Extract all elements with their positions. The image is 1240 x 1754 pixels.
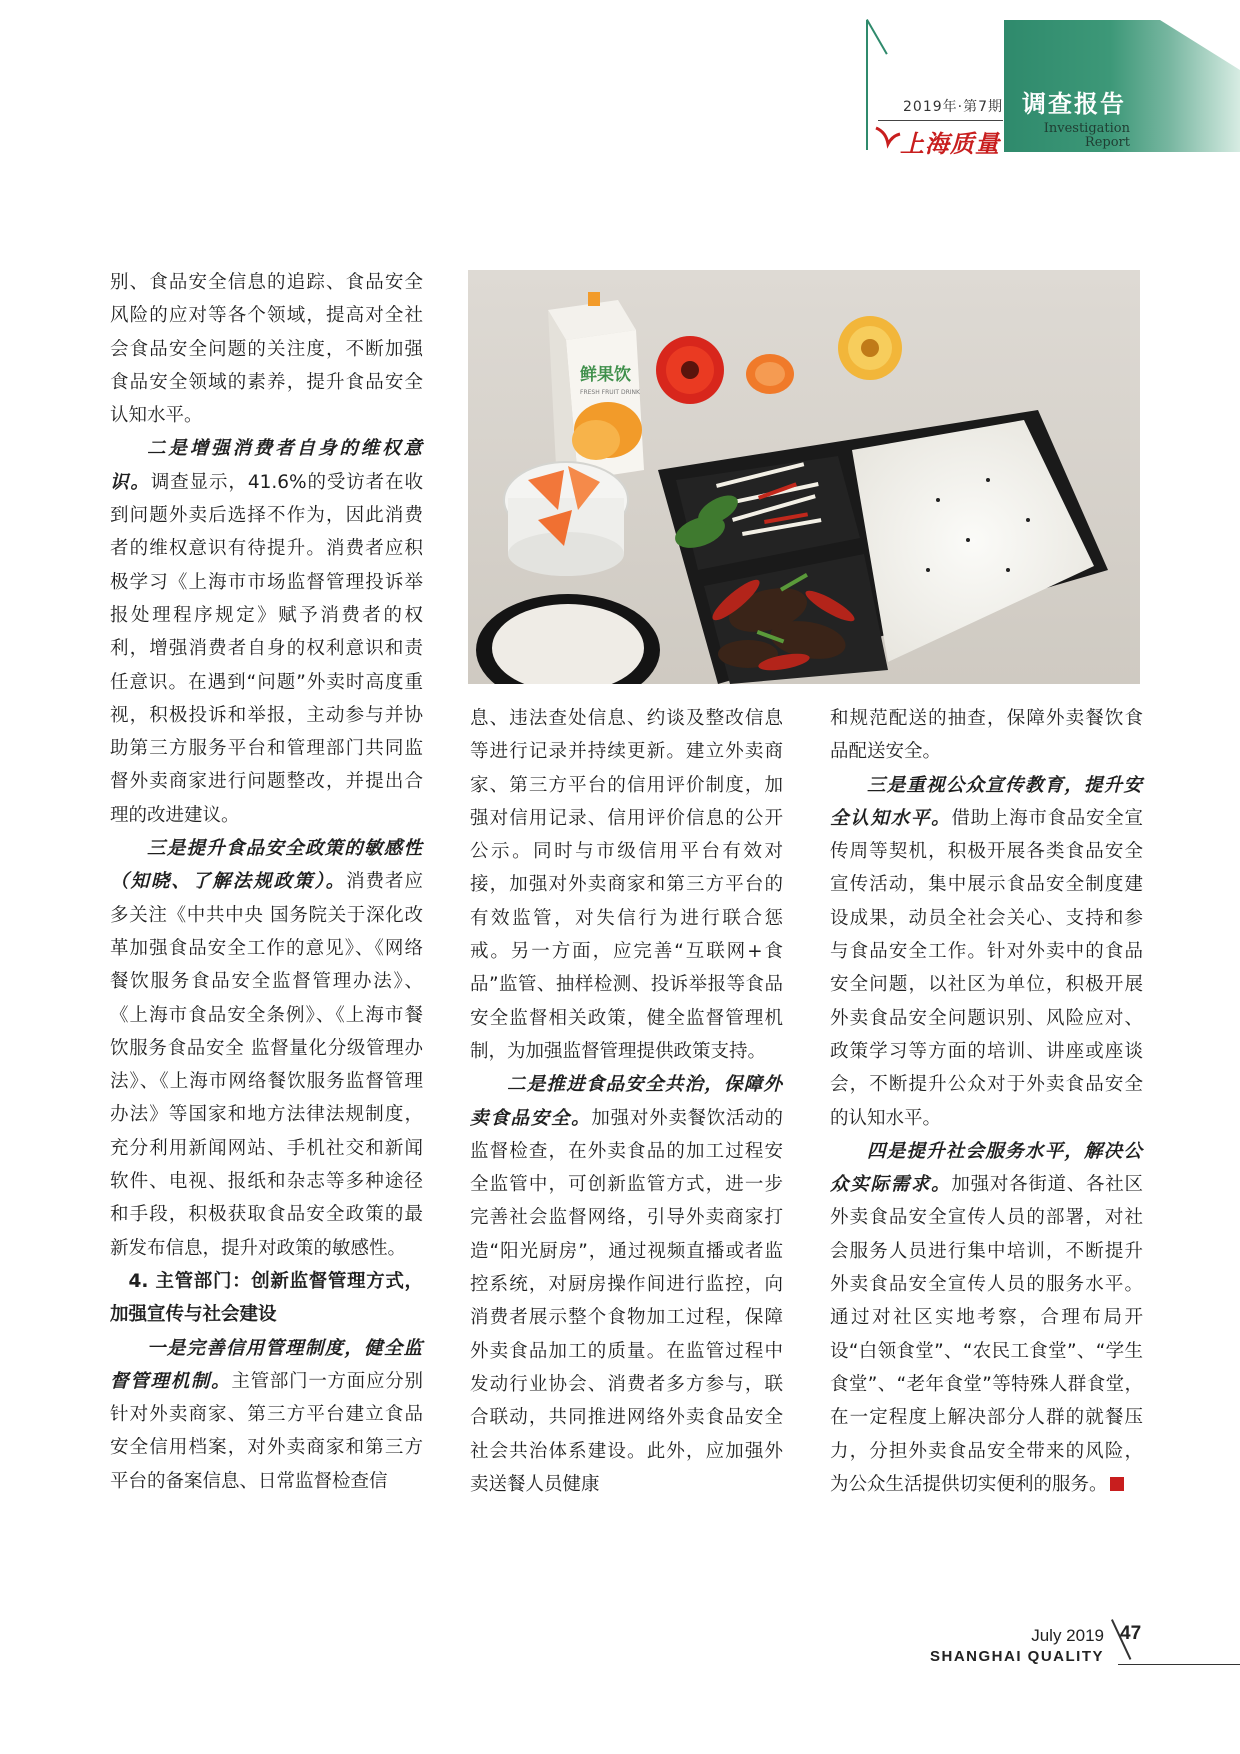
article-end-icon — [1110, 1477, 1124, 1491]
carrot-slice — [746, 354, 794, 394]
page-number: 47 — [1120, 1623, 1142, 1644]
col1-p3-lead: 三是提升食品安全政策的敏感性（知晓、了解法规政策）。 — [110, 838, 423, 893]
carton-label: 鲜果饮 — [580, 365, 631, 385]
col3-paragraph-2 — [830, 769, 1143, 1135]
header-rule-slant — [866, 19, 888, 55]
col1-paragraph-3 — [110, 832, 423, 1265]
logo-swash-icon — [872, 122, 902, 152]
section-subtitle-line1: Investigation — [1043, 121, 1130, 136]
carton-sublabel: FRESH FRUIT DRINK — [580, 389, 640, 396]
col1-paragraph-4 — [110, 1332, 423, 1498]
text-column-2 — [470, 702, 783, 1501]
drink-carton — [548, 292, 644, 480]
col1-p2-lead: 二是增强消费者自身的维权意识。 — [110, 438, 423, 493]
col3-paragraph-1: 和规范配送的抽查，保障外卖餐饮食品配送安全。 — [830, 708, 1143, 763]
col1-p4-body: 主管部门一方面应分别针对外卖商家、第三方平台建立食品安全信用档案，对外卖商家和第三方平台的备案信息、日常监督检查信 — [110, 1370, 423, 1492]
yellow-flower — [838, 316, 902, 380]
col2-p2-body: 加强对外卖餐饮活动的监督检查，在外卖食品的加工过程安全监管中，可创新监管方式，进一步完善社会监督网络，引导外卖商家打造“阳光厨房”，通过视频直播或者监控系统，对厨房操作间进行监控，向消费者展示整个食物加工过程，保障外卖食品加工的质量。在监管过程中发动行业协会、消费者多方参与，联合联动，共同推进网络外卖食品安全社会共治体系建设。此外，应加强外卖送餐人员健康 — [470, 1107, 783, 1495]
col1-p4-lead: 一是完善信用管理制度，健全监督管理机制。 — [110, 1337, 423, 1392]
col3-p2-lead: 三是重视公众宣传教育，提升安全认知水平。 — [830, 774, 1143, 829]
section-banner-notch — [1160, 20, 1240, 70]
fruit-cup — [504, 462, 628, 576]
footer-rule — [1118, 1664, 1240, 1665]
col3-p3-body: 加强对各街道、各社区外卖食品安全宣传人员的部署，对社会服务人员进行集中培训，不断提升外卖食品安全宣传人员的服务水平。通过对社区实地考察，合理布局开设“白领食堂”、“农民工食堂”、“学生食堂”、“老年食堂”等特殊人群食堂，在一定程度上解决部分人群的就餐压力，分担外卖食品安全带来的风险，为公众生活提供切实便利的服务。 — [830, 1174, 1143, 1495]
header-rule-vertical — [866, 20, 868, 150]
col3-p3-lead: 四是提升社会服务水平，解决公众实际需求。 — [830, 1140, 1143, 1196]
red-flower — [656, 336, 724, 404]
col1-p2-body: 调查显示，41.6%的受访者在收到问题外卖后选择不作为，因此消费者的维权意识有待提升。消费者应积极学习《上海市市场监督管理投诉举报处理程序规定》赋予消费者的权利，增强消费者自身的权利意识和责任意识。在遇到“问题”外卖时高度重视，积极投诉和举报，主动参与并协助第三方服务平台和管理部门共同监督外卖商家进行问题整改，并提出合理的改进建议。 — [110, 471, 423, 826]
text-column-1 — [110, 266, 423, 1498]
section-title: 调查报告 — [1022, 90, 1126, 118]
takeout-meal-illustration — [468, 270, 1140, 684]
issue-label: 2019年·第7期 — [903, 99, 1003, 115]
section-subtitle-line2: Report — [1084, 135, 1130, 150]
header-rule-horizontal — [878, 120, 1003, 121]
col1-paragraph-1: 别、食品安全信息的追踪、食品安全风险的应对等各个领域，提高对全社会食品安全问题的关注度，不断加强食品安全领域的素养，提升食品安全认知水平。 — [110, 272, 423, 427]
takeout-meal-photo — [468, 270, 1140, 684]
footer-month: July 2019 — [1031, 1626, 1104, 1645]
text-column-3 — [830, 702, 1143, 1501]
col1-paragraph-2 — [110, 432, 423, 832]
footer-magazine-name: SHANGHAI QUALITY — [930, 1648, 1104, 1665]
col2-paragraph-2 — [470, 1068, 783, 1501]
magazine-logo: 上海质量 — [900, 129, 1000, 158]
col2-p2-lead: 二是推进食品安全共治，保障外卖食品安全。 — [470, 1074, 783, 1129]
col3-p2-body: 借助上海市食品安全宣传周等契机，积极开展各类食品安全宣传活动，集中展示食品安全制度建设成果，动员全社会关心、支持和参与食品安全工作。针对外卖中的食品安全问题，以社区为单位，积极开展外卖食品安全问题识别、风险应对、政策学习等方面的培训、讲座或座谈会，不断提升公众对于外卖食品安全的认知水平。 — [830, 807, 1143, 1129]
col3-paragraph-3 — [830, 1135, 1143, 1501]
col2-paragraph-1: 息、违法查处信息、约谈及整改信息等进行记录并持续更新。建立外卖商家、第三方平台的信用评价制度，加强对信用记录、信用评价信息的公开公示。同时与市级信用平台有效对接，加强对外卖商家和第三方平台的有效监管，对失信行为进行联合惩戒。另一方面，应完善“互联网+食品”监管、抽样检测、投诉举报等食品安全监督相关政策，健全监督管理机制，为加强监督管理提供政策支持。 — [470, 708, 783, 1062]
section-heading: 4. 主管部门：创新监督管理方式，加强宣传与社会建设 — [110, 1270, 423, 1326]
col1-p3-body: 消费者应多关注《中共中央 国务院关于深化改革加强食品安全工作的意见》、《网络餐饮服务食品安全监督管理办法》、《上海市食品安全条例》、《上海市餐饮服务食品安全 监督量化分级管理办法》、《上海市网络餐饮服务监督管理办法》等国家和地方法律法规制度，充分利用新闻网站、手机社交和新闻软件、电视、报纸和杂志等多种途径和手段，积极获取食品安全政策的最新发布信息，提升对政策的敏感性。 — [110, 871, 423, 1259]
